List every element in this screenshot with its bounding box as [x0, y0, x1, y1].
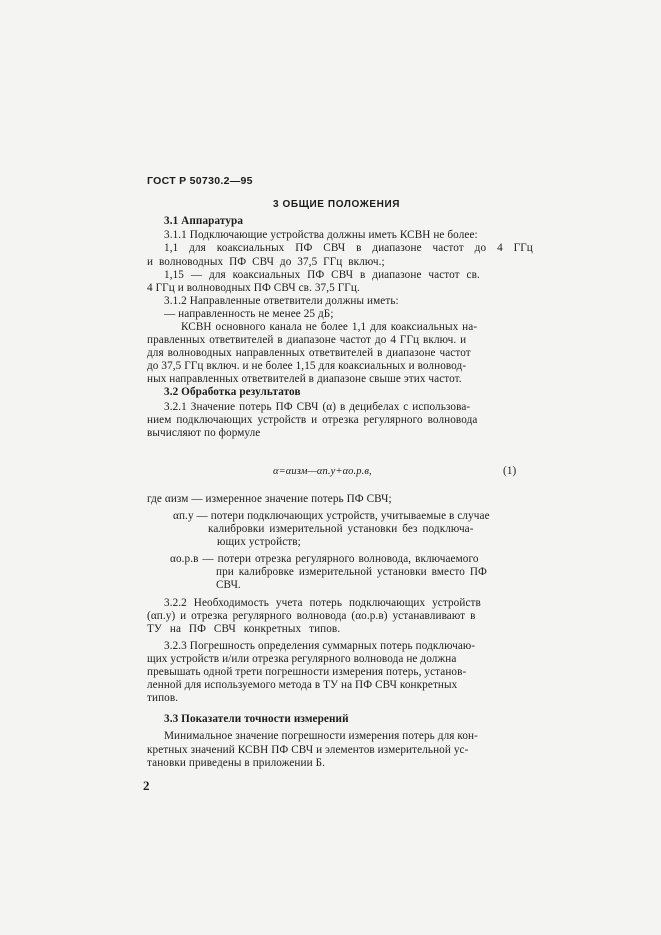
- paragraph-3-2-2-line1: 3.2.2 Необходимость учета потерь подключающих устройств: [164, 597, 481, 609]
- where-line-2c: ющих устройств;: [217, 536, 301, 548]
- paragraph-3-3-line1: Минимальное значение погрешности измерения потерь для кон-: [164, 730, 478, 742]
- where-line-3c: СВЧ.: [216, 579, 241, 591]
- page-number: 2: [143, 778, 150, 793]
- paragraph-3-3-line2: кретных значений КСВН ПФ СВЧ и элементов измерительной ус-: [147, 744, 469, 756]
- paragraph-3-2-3-line5: типов.: [147, 692, 179, 704]
- standard-header: ГОСТ Р 50730.2—95: [147, 175, 253, 187]
- paragraph-3-2-2-line3: ТУ на ПФ СВЧ конкретных типов.: [147, 623, 341, 635]
- paragraph-3-2-1-line3: вычисляют по формуле: [147, 427, 261, 439]
- heading-3-3: 3.3 Показатели точности измерений: [164, 713, 349, 725]
- formula-number: (1): [503, 465, 517, 477]
- paragraph-3-2-3-line1: 3.2.3 Погрешность определения суммарных потерь подключаю-: [164, 640, 476, 652]
- paragraph-3-2-3-line4: ленной для используемого метода в ТУ на ПФ СВЧ конкретных: [147, 679, 458, 691]
- paragraph-3-1-1-a2: и волноводных ПФ СВЧ до 37,5 ГГц включ.;: [147, 256, 385, 268]
- paragraph-3-1-1-a1: 1,1 для коаксиальных ПФ СВЧ в диапазоне частот до 4 ГГц: [164, 242, 533, 254]
- paragraph-3-1-1-b1: 1,15 — для коаксиальных ПФ СВЧ в диапазоне частот св.: [164, 269, 480, 281]
- paragraph-3-1-1: 3.1.1 Подключающие устройства должны иметь КСВН не более:: [164, 229, 478, 241]
- heading-3-2: 3.2 Обработка результатов: [164, 386, 301, 398]
- where-line-3b: при калибровке измерительной установки вместо ПФ: [216, 566, 487, 578]
- paragraph-3-2-3-line2: щих устройств и/или отрезка регулярного волновода не должна: [147, 653, 457, 665]
- paragraph-3-1-2-b3: для волноводных направленных ответвителей в диапазоне частот: [147, 347, 471, 359]
- where-line-2a: αп.у — потери подключающих устройств, учитываемые в случае: [173, 510, 490, 522]
- paragraph-3-1-2-a: — направленность не менее 25 дБ;: [164, 308, 334, 320]
- where-line-3a: αо.р.в — потери отрезка регулярного волновода, включаемого: [170, 553, 479, 565]
- paragraph-3-2-1-line2: нием подключающих устройств и отрезка регулярного волновода: [147, 414, 478, 426]
- paragraph-3-3-line3: тановки приведены в приложении Б.: [147, 757, 326, 769]
- paragraph-3-1-1-b2: 4 ГГц и волноводных ПФ СВЧ св. 37,5 ГГц.: [147, 282, 360, 294]
- paragraph-3-2-2-line2: (αп.у) и отрезка регулярного волновода (αо.р.в) устанавливают в: [147, 610, 476, 622]
- formula-1: α=αизм—αп.у+αо.р.в,: [273, 466, 372, 477]
- where-line-2b: калибровки измерительной установки без подключа-: [208, 523, 474, 535]
- paragraph-3-1-2-b1: КСВН основного канала не более 1,1 для коаксиальных на-: [181, 321, 478, 333]
- paragraph-3-1-2-b2: правленных ответвителей в диапазоне частот до 4 ГГц включ. и: [147, 334, 467, 346]
- paragraph-3-2-3-line3: превышать одной трети погрешности измерения потерь, установ-: [147, 666, 467, 678]
- where-line-1: где αизм — измеренное значение потерь ПФ СВЧ;: [147, 493, 392, 505]
- paragraph-3-1-2: 3.1.2 Направленные ответвители должны иметь:: [164, 295, 399, 307]
- heading-3-1: 3.1 Аппаратура: [164, 215, 244, 227]
- section-title: 3 ОБЩИЕ ПОЛОЖЕНИЯ: [273, 199, 401, 210]
- paragraph-3-2-1-line1: 3.2.1 Значение потерь ПФ СВЧ (α) в децибелах с использова-: [164, 401, 471, 413]
- paragraph-3-1-2-b4: до 37,5 ГГц включ. и не более 1,15 для коаксиальных и волновод-: [147, 360, 467, 372]
- paragraph-3-1-2-b5: ных направленных ответвителей в диапазоне свыше этих частот.: [147, 373, 462, 385]
